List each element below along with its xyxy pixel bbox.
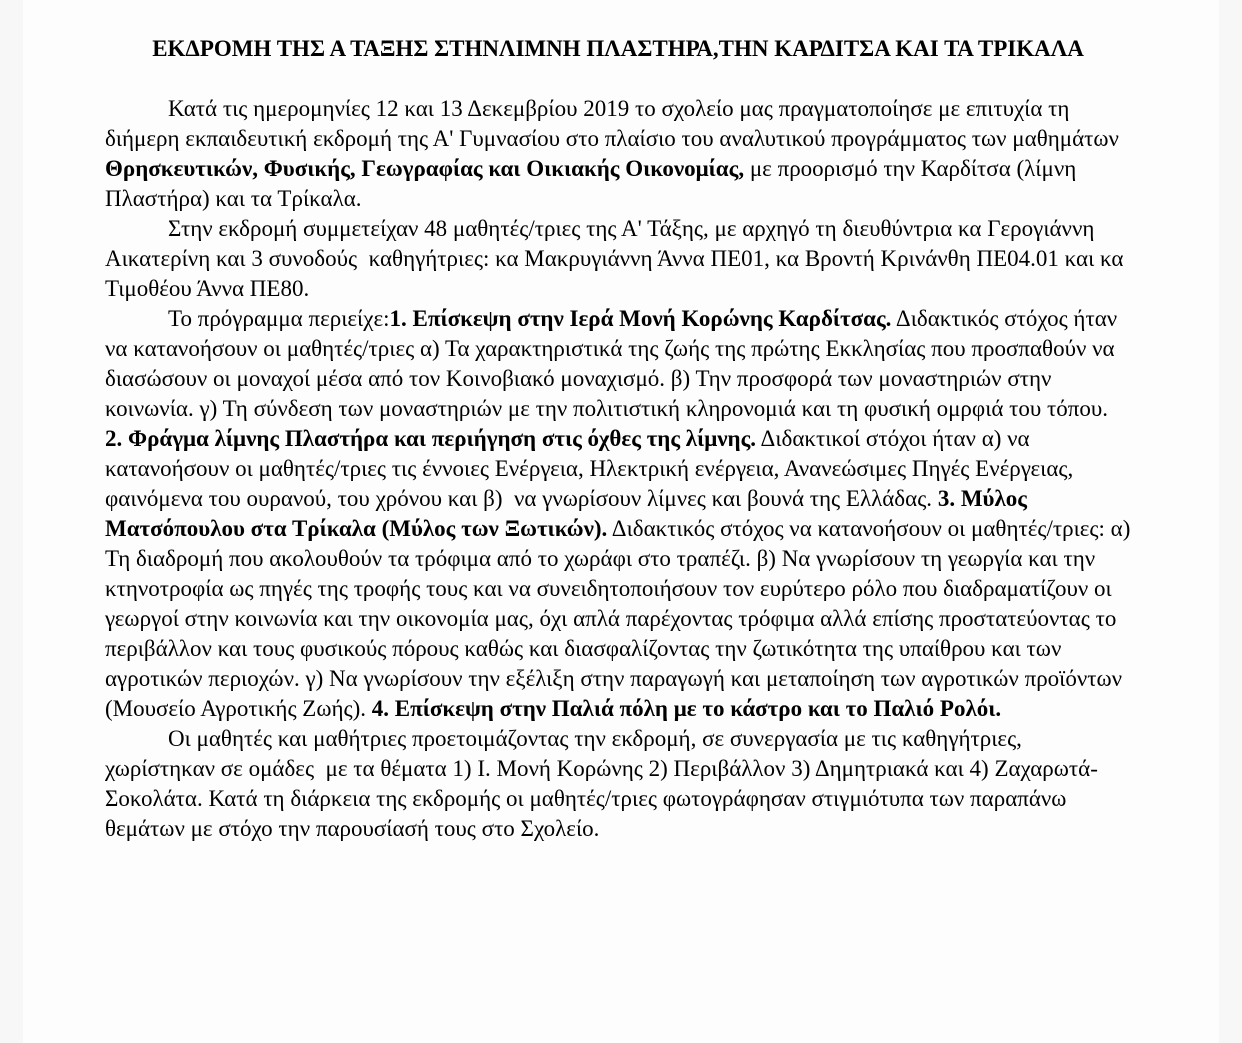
paragraph-text: Διδακτικός στόχος ήταν να κατανοήσουν οι μαθητές/τριες α) Τα χαρακτηριστικά της ζωής της πρώτης Εκκλησίας που προσπαθούν να διασώσουν οι μοναχοί μέσα από τον Κοινοβιακό μοναχισμό. β) Την προσφορά των μοναστηριών στην κοινωνία. γ) Τη σύνδεση των μοναστηριών με την πολιτιστική κληρονομιά και τη φυσική ομρφιά του τόπου.	[105, 306, 1123, 421]
paragraph-text: Διδακτικός στόχος να κατανοήσουν οι μαθητές/τριες: α) Τη διαδρομή που ακολουθούν τα τρόφιμα από το χωράφι στο τραπέζι. β) Να γνωρίσουν τη γεωργία και την κτηνοτροφία ως πηγές της τροφής τους και να συνειδητοποιήσουν τον ευρύτερο ρόλο που διαδραματίζουν οι γεωργοί στην κοινωνία και την οικονομία μας, όχι απλά παρέχοντας τρόφιμα αλλά επίσης προστατεύοντας το περιβάλλον και τους φυσικούς πόρους καθώς και διασφαλίζοντας την ζωτικότητα της υπαίθρου και των αγροτικών περιοχών. γ) Να γνωρίσουν την εξέλιξη στην παραγωγή και μεταποίηση των αγροτικών προϊόντων (Μουσείο Αγροτικής Ζωής).	[105, 516, 1136, 721]
paragraph-text-bold: 3. Μύλος Ματσόπουλου στα Τρίκαλα (Μύλος των Ξωτικών).	[105, 486, 1033, 541]
paragraph-text: Το πρόγραμμα περιείχε:	[168, 306, 390, 331]
paragraph-text: Διδακτικοί στόχοι ήταν α) να κατανοήσουν οι μαθητές/τριες τις έννοιες Ενέργεια, Ηλεκτρική ενέργεια, Ανανεώσιμες Πηγές Ενέργειας, φαινόμενα του ουρανού, του χρόνου και β) να γνωρίσουν λίμνες και βουνά της Ελλάδας.	[105, 426, 1080, 511]
paragraph-text: με προορισμό την Καρδίτσα (λίμνη Πλαστήρα) και τα Τρίκαλα.	[105, 156, 1082, 211]
paragraph-text: Κατά τις ημερομηνίες 12 και 13 Δεκεμβρίου 2019 το σχολείο μας πραγματοποίησε με επιτυχία τη διήμερη εκπαιδευτική εκδρομή της Α' Γυμνασίου στο πλαίσιο του αναλυτικού προγράμματος των μαθημάτων	[105, 96, 1125, 151]
paragraph-text: Οι μαθητές και μαθήτριες προετοιμάζοντας την εκδρομή, σε συνεργασία με τις καθηγήτριες, χωρίστηκαν σε ομάδες με τα θέματα 1) Ι. Μονή Κορώνης 2) Περιβάλλον 3) Δημητριακά και 4) Ζαχαρωτά-Σοκολάτα. Κατά τη διάρκεια της εκδρομής οι μαθητές/τριες φωτογράφησαν στιγμιότυπα των παραπάνω θεμάτων με στόχο την παρουσίασή τους στο Σχολείο.	[105, 726, 1098, 841]
paragraph-program-item-1	[105, 304, 1131, 424]
paragraph-text-bold: Θρησκευτικών, Φυσικής, Γεωγραφίας και Οικιακής Οικονομίας,	[105, 156, 745, 181]
paragraph-closing	[105, 724, 1131, 844]
paragraph-text-bold: 4. Επίσκεψη στην Παλιά πόλη με το κάστρο και το Παλιό Ρολόι.	[371, 696, 1002, 721]
paragraph-text: Στην εκδρομή συμμετείχαν 48 μαθητές/τριες της Α' Τάξης, με αρχηγό τη διευθύντρια κα Γερογιάννη Αικατερίνη και 3 συνοδούς καθηγήτριες: κα Μακρυγιάννη Άννα ΠΕ01, κα Βροντή Κρινάνθη ΠΕ04.01 και κα Τιμοθέου Άννα ΠΕ80.	[105, 216, 1129, 301]
document-title: ΕΚΔΡΟΜΗ ΤΗΣ Α ΤΑΞΗΣ ΣΤΗΝΛΙΜΝΗ ΠΛΑΣΤΗΡΑ,ΤΗΝ ΚΑΡΔΙΤΣΑ ΚΑΙ ΤΑ ΤΡΙΚΑΛΑ	[152, 36, 1084, 61]
paragraph-text-bold: 2. Φράγμα λίμνης Πλαστήρα και περιήγηση στις όχθες της λίμνης.	[105, 426, 757, 451]
paragraph-program-items-2-3-4	[105, 424, 1136, 724]
paragraph-text-bold: 1. Επίσκεψη στην Ιερά Μονή Κορώνης Καρδίτσας.	[389, 306, 892, 331]
paragraph-participants	[105, 214, 1131, 304]
paragraph-intro	[105, 94, 1131, 214]
document-page	[23, 0, 1219, 1043]
